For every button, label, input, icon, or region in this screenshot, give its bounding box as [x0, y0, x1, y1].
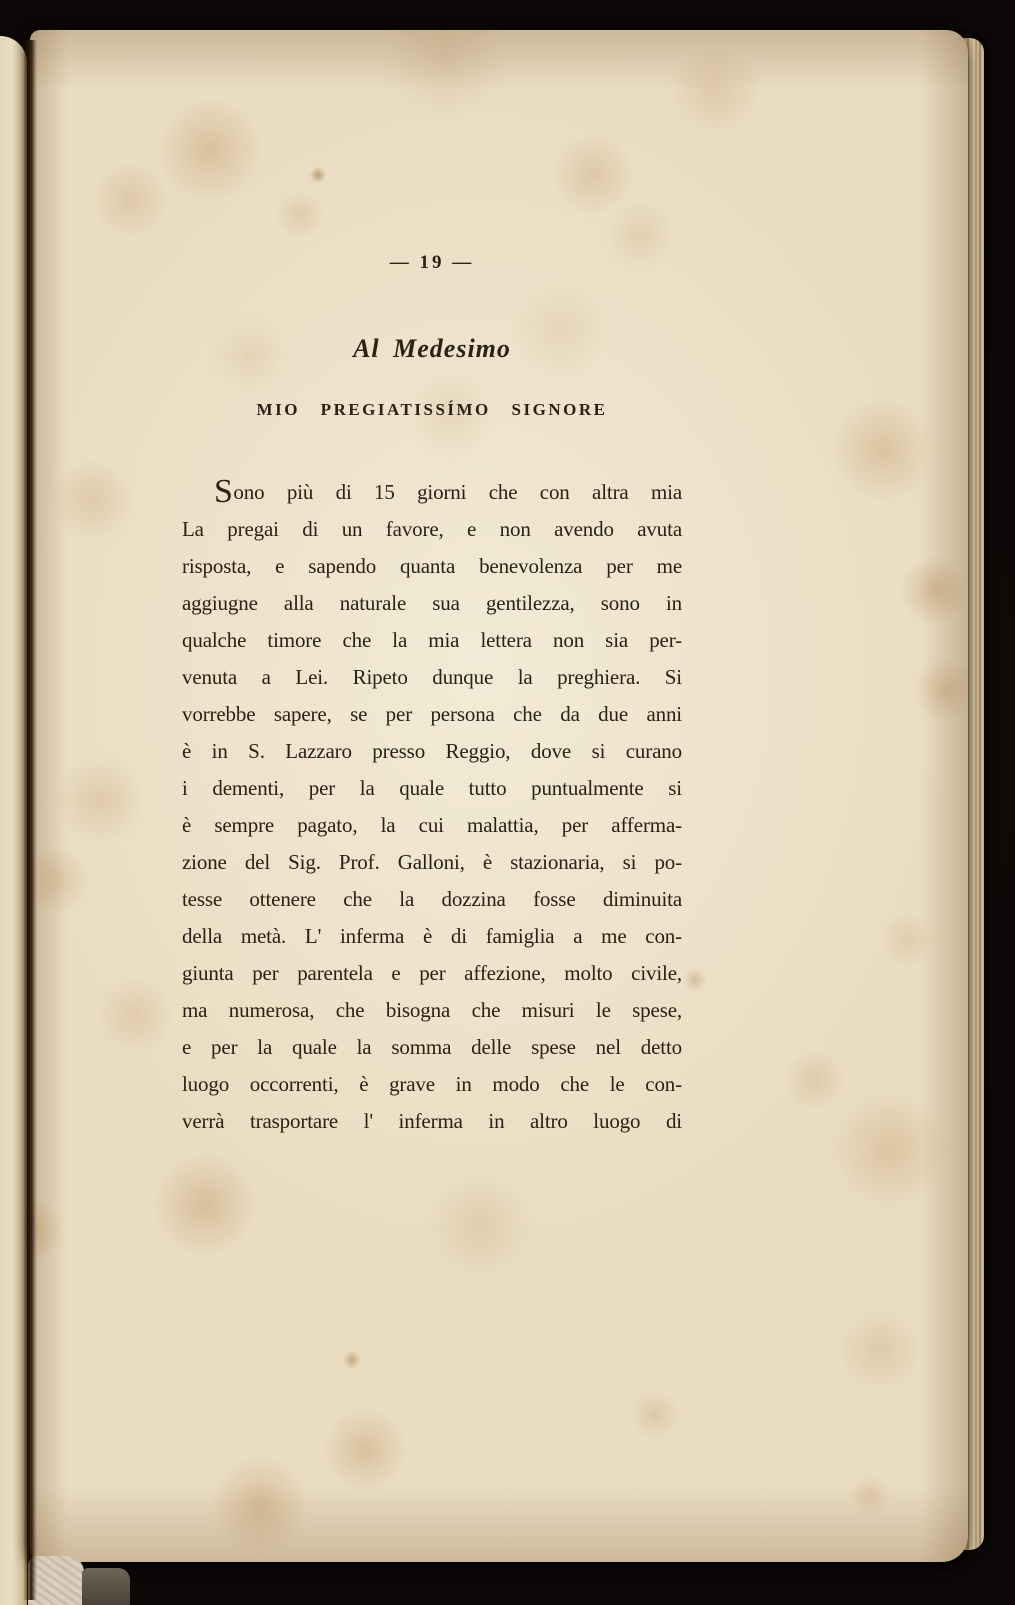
body-line: venuta a Lei. Ripeto dunque la preghiera. Si [182, 665, 682, 689]
letter-heading: Al Medesimo [353, 334, 511, 363]
body-line: vorrebbe sapere, se per persona che da due anni [182, 702, 682, 726]
body-line: La pregai di un favore, e non avendo avuta [182, 517, 682, 541]
drop-cap-initial: S [214, 473, 234, 510]
body-line: luogo occorrenti, è grave in modo che le con- [182, 1072, 682, 1096]
text-column [182, 252, 682, 1140]
body-line: ma numerosa, che bisogna che misuri le spese, [182, 998, 682, 1022]
body-line: della metà. L' inferma è di famiglia a me con- [182, 924, 682, 948]
body-line: verrà trasportare l' inferma in altro luogo di [182, 1109, 682, 1133]
body-line: risposta, e sapendo quanta benevolenza per me [182, 554, 682, 578]
body-line: tesse ottenere che la dozzina fosse diminuita [182, 887, 682, 911]
letter-body [182, 474, 682, 1140]
body-line: i dementi, per la quale tutto puntualmente si [182, 776, 682, 800]
body-line: qualche timore che la mia lettera non sia per- [182, 628, 682, 652]
body-line: aggiugne alla naturale sua gentilezza, sono in [182, 591, 682, 615]
salutation: MIO PREGIATISSÍMO SIGNORE [256, 400, 608, 419]
body-line: è sempre pagato, la cui malattia, per afferma- [182, 813, 682, 837]
body-line: zione del Sig. Prof. Galloni, è stazionaria, si po- [182, 850, 682, 874]
book-page [30, 30, 968, 1562]
body-line: giunta per parentela e per affezione, molto civile, [182, 961, 682, 985]
body-line: e per la quale la somma delle spese nel detto [182, 1035, 682, 1059]
body-line-opening [182, 474, 682, 511]
binding-shadow-patch [82, 1568, 130, 1605]
book-gutter-shadow [23, 40, 37, 1600]
page-number: — 19 — [389, 252, 475, 273]
opening-line-text: ono più di 15 giorni che con altra mia [233, 480, 682, 504]
body-line: è in S. Lazzaro presso Reggio, dove si curano [182, 739, 682, 763]
